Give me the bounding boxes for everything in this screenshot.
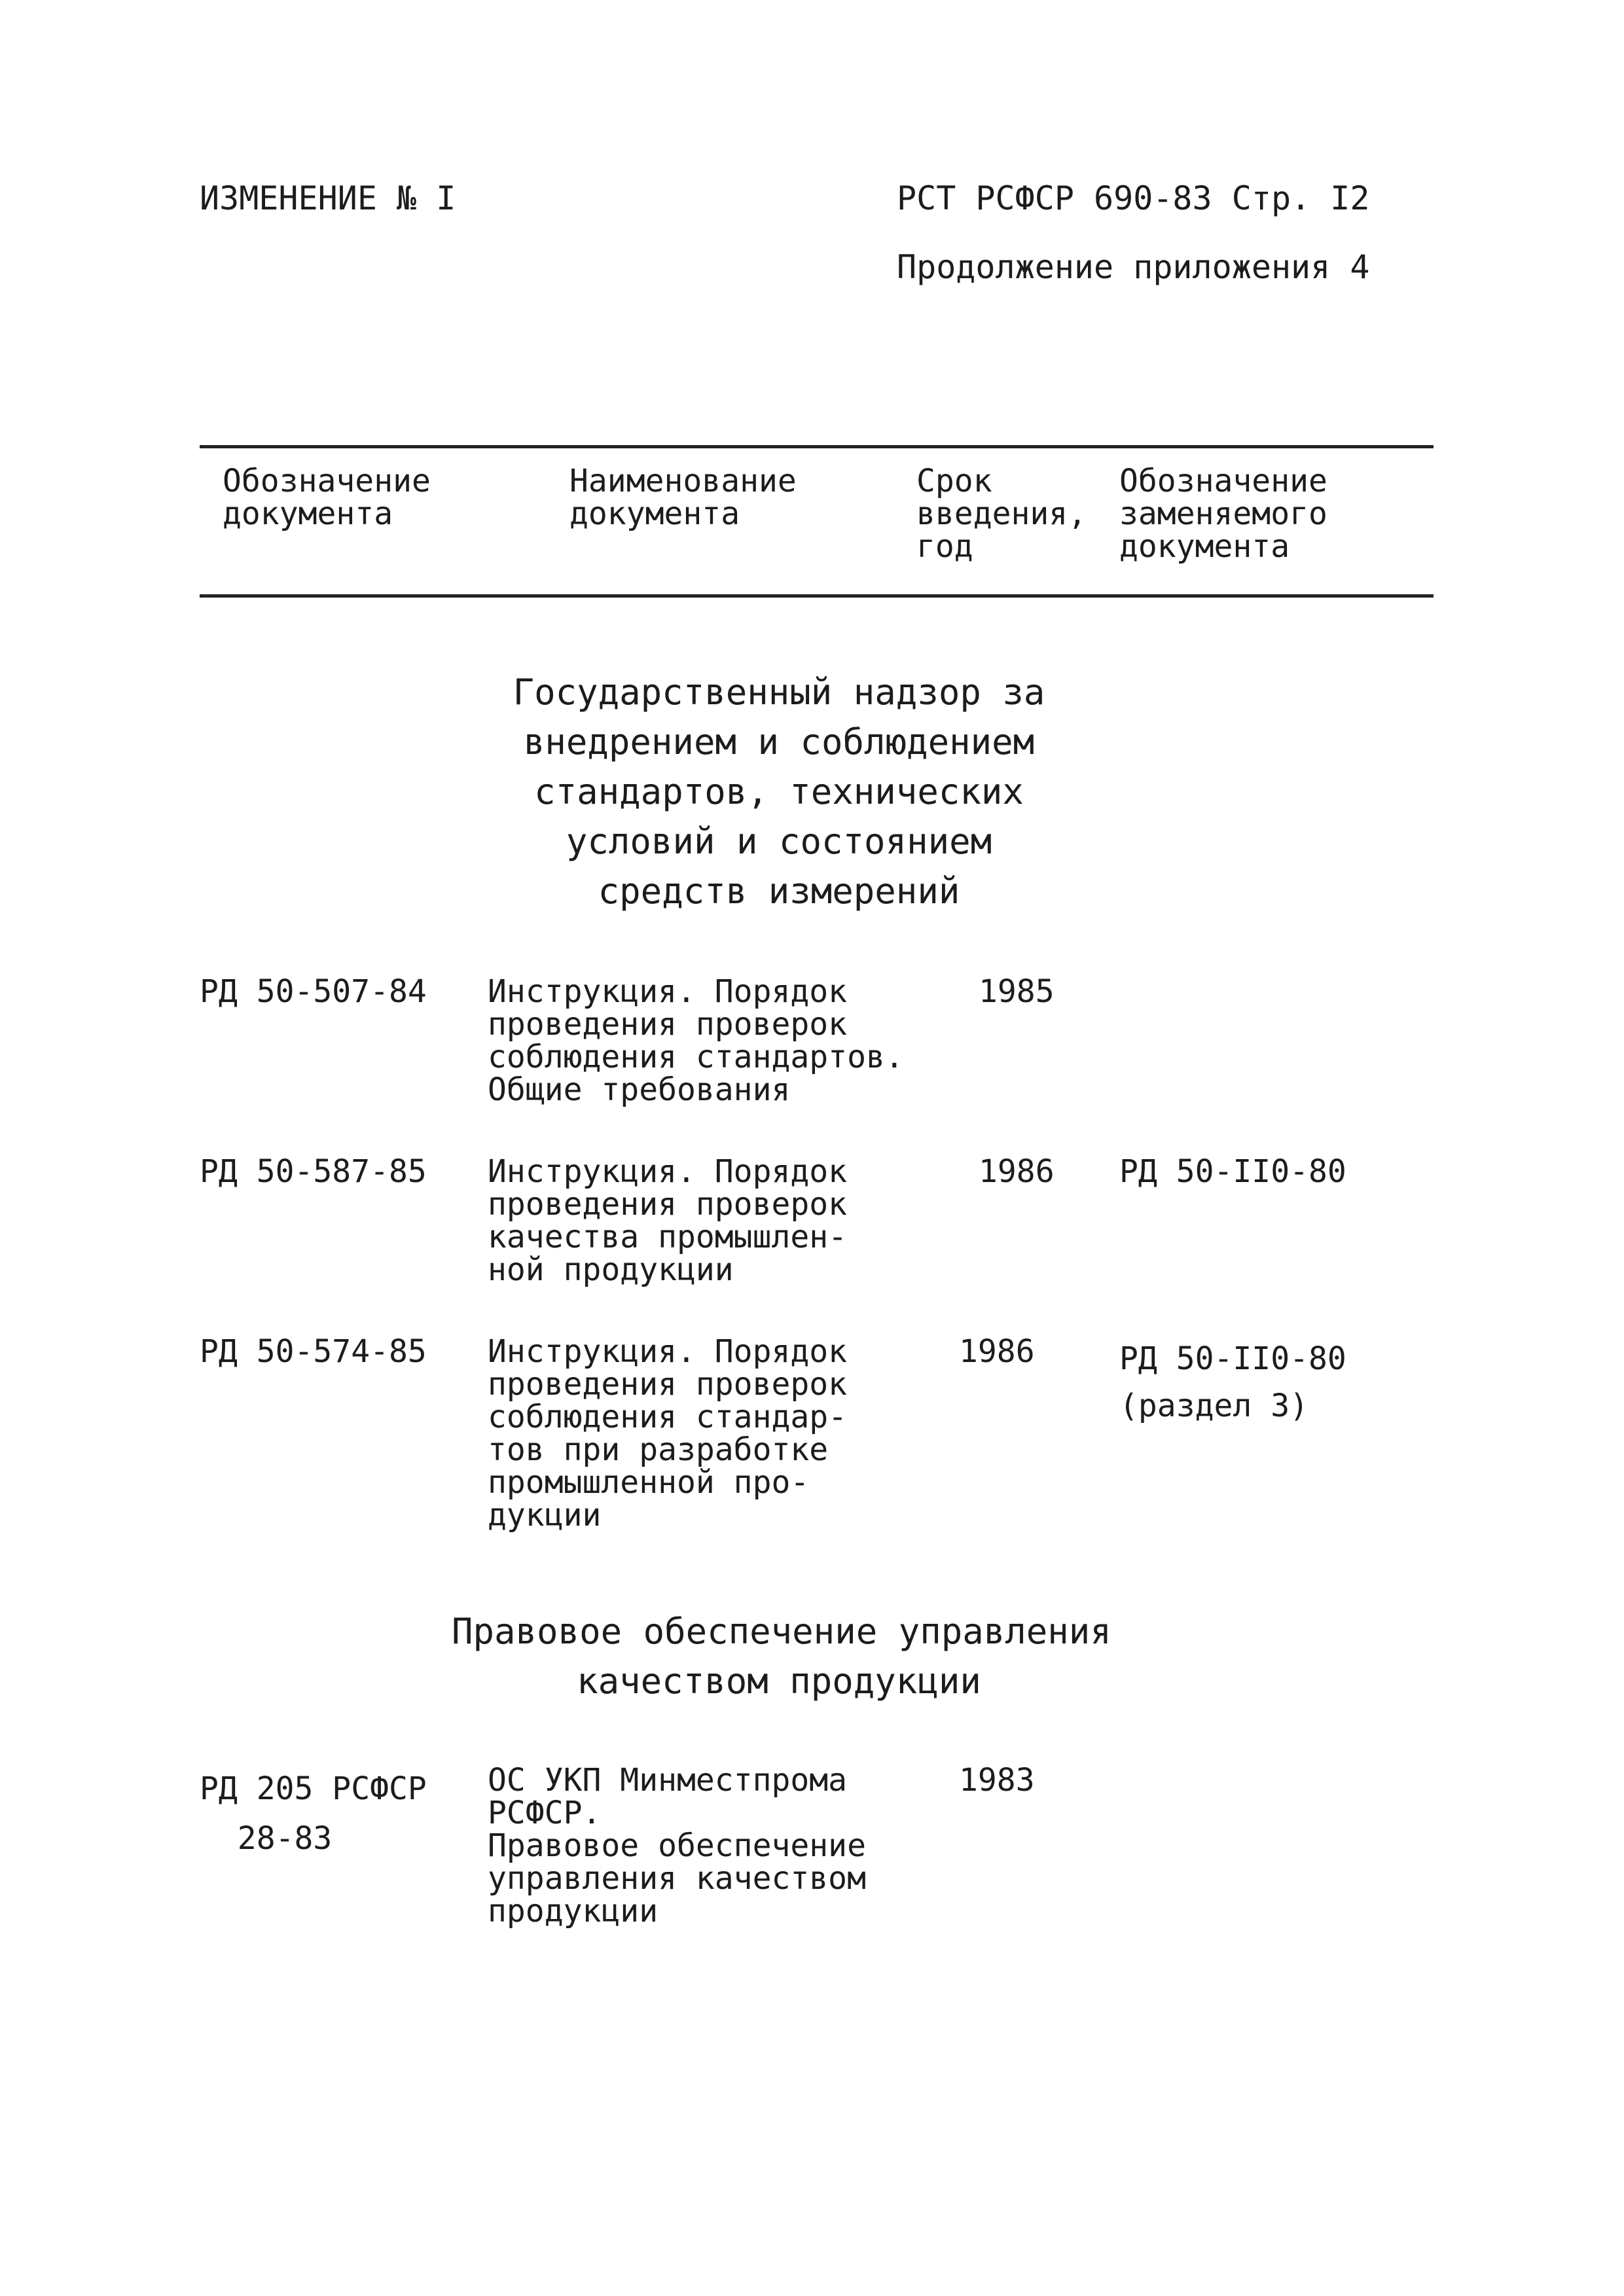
table-row-designation: РД 205 РСФСР 28-83 — [200, 1770, 427, 1857]
table-top-rule — [200, 445, 1434, 448]
table-row-name: ОС УКП Минместпрома РСФСР. Правовое обеспечение управления качеством продукции — [488, 1762, 866, 1929]
table-row-year: 1985 — [979, 973, 1055, 1010]
column-header-name: Наименование документа — [569, 463, 797, 532]
table-header-rule — [200, 594, 1434, 598]
table-row-year: 1986 — [979, 1153, 1055, 1190]
table-row-designation: РД 50-507-84 — [200, 973, 427, 1010]
table-row-replaced: РД 50-II0-80 — [1119, 1153, 1346, 1190]
change-label: ИЗМЕНЕНИЕ № I — [200, 179, 456, 217]
section-title: Государственный надзор за внедрением и соблюдением стандартов, технических условий и состоянием средств измерений — [513, 672, 1045, 912]
table-row-year: 1983 — [959, 1762, 1035, 1799]
table-row-designation: РД 50-587-85 — [200, 1153, 427, 1190]
table-row-designation: РД 50-574-85 — [200, 1333, 427, 1370]
table-row-name: Инструкция. Порядок проведения проверок соблюдения стандартов. Общие требования — [488, 973, 904, 1108]
table-row-year: 1986 — [959, 1333, 1035, 1370]
table-row-name: Инструкция. Порядок проведения проверок соблюдения стандар- тов при разработке промышленной про- дукции — [488, 1333, 848, 1534]
table-row-name: Инструкция. Порядок проведения проверок качества промышлен- ной продукции — [488, 1153, 848, 1288]
column-header-replaced: Обозначение заменяемого документа — [1119, 463, 1327, 565]
continuation-label: Продолжение приложения 4 — [897, 248, 1370, 286]
section-title: Правовое обеспечение управления качеством продукции — [452, 1611, 1111, 1702]
table-row-replaced: РД 50-II0-80 (раздел 3) — [1119, 1340, 1346, 1424]
standard-reference: РСТ РСФСР 690-83 Стр. I2 — [897, 179, 1370, 217]
column-header-year: Срок введения, год — [916, 463, 1087, 565]
column-header-designation: Обозначение документа — [223, 463, 431, 532]
